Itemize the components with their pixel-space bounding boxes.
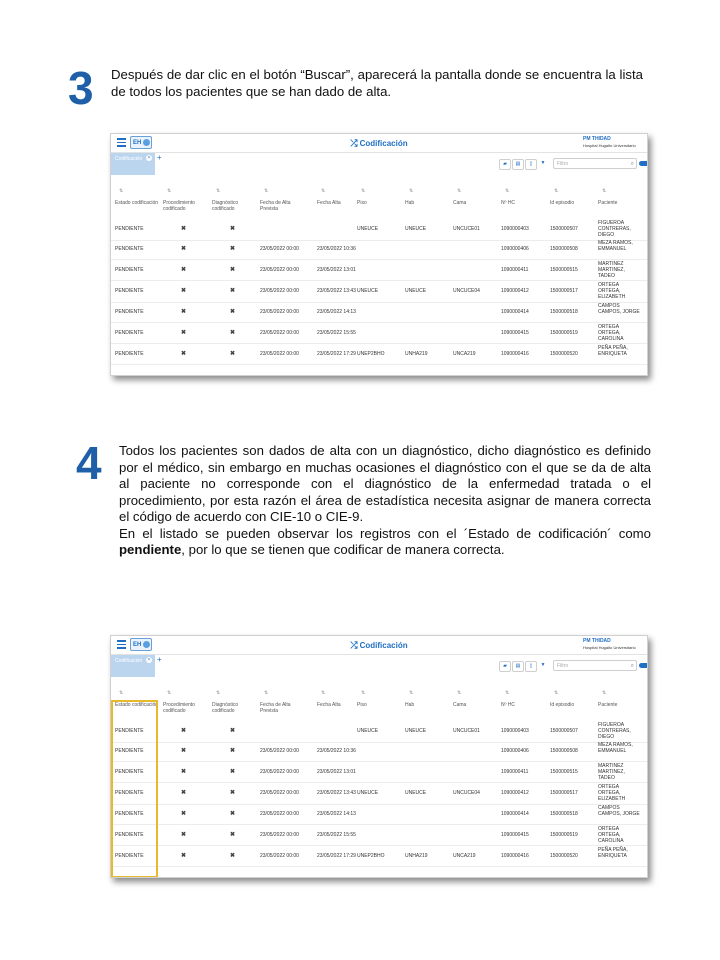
table-cell: 23/05/2022 00:00 (260, 811, 299, 817)
table-cell: UNEP2BHO (357, 853, 385, 859)
table-cell: PENDIENTE (115, 226, 144, 232)
table-row[interactable] (111, 302, 647, 323)
table-cell: UNEUCE (357, 288, 379, 294)
table-cell: 1090000415 (501, 330, 529, 336)
table-cell: PENDIENTE (115, 267, 144, 273)
table-cell: 1500000520 (550, 351, 578, 357)
table-cell: 23/05/2022 10:36 (317, 748, 356, 754)
not-coded-icon: ✖ (230, 832, 236, 838)
table-cell: 23/05/2022 00:00 (260, 288, 299, 294)
table-cell: 23/05/2022 13:43 (317, 288, 356, 294)
table-cell: PENDIENTE (115, 790, 144, 796)
table-cell: 23/05/2022 14:13 (317, 811, 356, 817)
print-icon[interactable]: ▤ (512, 661, 524, 672)
table-cell: 23/05/2022 00:00 (260, 330, 299, 336)
table-cell: 23/05/2022 17:29 (317, 351, 356, 357)
app-screenshot (110, 133, 648, 376)
column-header[interactable]: Fecha Alta (317, 200, 341, 206)
column-header[interactable]: Piso (357, 200, 367, 206)
sort-icon[interactable]: ⇅ (264, 188, 269, 194)
table-cell: UNCA219 (453, 351, 476, 357)
step-number: 3 (68, 62, 94, 114)
sort-icon[interactable]: ⇅ (457, 188, 462, 194)
filter-placeholder: Filtro (557, 663, 569, 669)
table-row[interactable] (111, 761, 647, 783)
hospital-name: Hospital Hugalto Universitario (583, 143, 636, 148)
user-info[interactable] (583, 136, 643, 148)
folder-icon[interactable]: ▰ (499, 661, 511, 672)
not-coded-icon: ✖ (181, 351, 187, 357)
sort-icon[interactable]: ⇅ (216, 690, 221, 696)
filter-icon[interactable]: ▼ (538, 159, 548, 168)
table-cell: 23/05/2022 00:00 (260, 832, 299, 838)
table-cell: 1090000415 (501, 832, 529, 838)
table-cell: UNEUCE (357, 226, 379, 232)
app-screenshot (110, 635, 648, 878)
close-icon[interactable]: ✕ (146, 657, 152, 663)
table-cell: UNEUCE (405, 288, 427, 294)
table-cell: UNHA219 (405, 853, 428, 859)
column-header[interactable]: Paciente (598, 702, 618, 708)
table-cell: 23/05/2022 00:00 (260, 748, 299, 754)
table-cell: PEÑA PEÑA, ENRIQUETA (598, 345, 628, 357)
table-cell: UNEUCE (405, 790, 427, 796)
table-cell: 1500000507 (550, 728, 578, 734)
table-cell: 23/05/2022 00:00 (260, 790, 299, 796)
table-cell: 1500000520 (550, 853, 578, 859)
table-cell: FIGUEROA CONTRERAS, DIEGO (598, 220, 631, 238)
table-cell: ORTEGA ORTEGA, CAROLINA (598, 324, 624, 342)
search-icon: ⌕ (630, 663, 634, 669)
table-cell: UNCUCE04 (453, 288, 480, 294)
not-coded-icon: ✖ (230, 267, 236, 273)
table-row[interactable] (111, 845, 647, 867)
table-row[interactable] (111, 782, 647, 805)
not-coded-icon: ✖ (181, 309, 187, 315)
not-coded-icon: ✖ (181, 811, 187, 817)
not-coded-icon: ✖ (230, 330, 236, 336)
table-cell: 1500000518 (550, 811, 578, 817)
table-cell: 23/05/2022 00:00 (260, 267, 299, 273)
sort-icon[interactable]: ⇅ (321, 690, 326, 696)
not-coded-icon: ✖ (230, 853, 236, 859)
table-cell: 1090000412 (501, 288, 529, 294)
not-coded-icon: ✖ (230, 226, 236, 232)
step-paragraph: Después de dar clic en el botón “Buscar”, aparecerá la pantalla donde se encuentra la lista de todos los pacientes que se han dado de alta. (111, 67, 643, 99)
column-header[interactable]: Cama (453, 200, 467, 206)
table-cell: PENDIENTE (115, 309, 144, 315)
search-icon: ⌕ (630, 161, 634, 167)
column-header[interactable]: Fecha de Alta Prevista (260, 702, 291, 714)
table-cell: 1500000515 (550, 769, 578, 775)
table-cell: PENDIENTE (115, 769, 144, 775)
not-coded-icon: ✖ (230, 790, 236, 796)
table-cell: 1090000403 (501, 728, 529, 734)
document-icon[interactable]: ▯ (525, 159, 537, 170)
table-cell: 1090000406 (501, 748, 529, 754)
step-number: 4 (76, 437, 102, 489)
not-coded-icon: ✖ (181, 246, 187, 252)
table-cell: PENDIENTE (115, 832, 144, 838)
table-row[interactable] (111, 259, 647, 281)
not-coded-icon: ✖ (181, 832, 187, 838)
table-cell: PENDIENTE (115, 246, 144, 252)
table-cell: 1500000517 (550, 790, 578, 796)
not-coded-icon: ✖ (230, 246, 236, 252)
app-title (111, 640, 647, 651)
sort-icon[interactable]: ⇅ (167, 188, 172, 194)
column-header[interactable]: Nº HC (501, 702, 516, 708)
filter-icon[interactable]: ▼ (538, 661, 548, 670)
table-cell: PENDIENTE (115, 748, 144, 754)
table-cell: MARTINEZ MARTINEZ, TADEO (598, 261, 625, 279)
sort-icon[interactable]: ⇅ (505, 690, 510, 696)
sort-icon[interactable]: ⇅ (554, 188, 559, 194)
table-cell: 1500000519 (550, 832, 578, 838)
not-coded-icon: ✖ (181, 769, 187, 775)
toggle-switch[interactable] (639, 663, 648, 668)
table-cell: UNCA219 (453, 853, 476, 859)
table-cell: 23/05/2022 00:00 (260, 853, 299, 859)
table-cell: PENDIENTE (115, 853, 144, 859)
column-header[interactable]: Id episodio (550, 702, 575, 708)
filter-input[interactable] (553, 158, 637, 169)
column-header[interactable]: Hab (405, 702, 415, 708)
table-row[interactable] (111, 239, 647, 260)
table-cell: 23/05/2022 00:00 (260, 769, 299, 775)
tab-label: Codificación (115, 156, 143, 162)
column-header[interactable]: Id episodio (550, 200, 575, 206)
filter-placeholder: Filtro (557, 161, 569, 167)
table-cell: 1500000518 (550, 309, 578, 315)
sort-icon[interactable]: ⇅ (505, 188, 510, 194)
sort-icon[interactable]: ⇅ (602, 188, 607, 194)
tab-codificacion[interactable] (111, 153, 155, 175)
table-cell: 1500000515 (550, 267, 578, 273)
sort-icon[interactable]: ⇅ (361, 690, 366, 696)
shuffle-icon: ⤮ (350, 640, 358, 650)
user-name: PM THIDAD (583, 638, 611, 644)
table-row[interactable] (111, 322, 647, 344)
tab-label: Codificación (115, 658, 143, 664)
table-cell: UNEUCE (405, 728, 427, 734)
sort-row (111, 690, 647, 698)
not-coded-icon: ✖ (230, 769, 236, 775)
step-description (119, 443, 651, 559)
print-icon[interactable]: ▤ (512, 159, 524, 170)
table-cell: UNCUCE01 (453, 226, 480, 232)
hospital-name: Hospital Hugalto Universitario (583, 645, 636, 650)
table-row[interactable] (111, 343, 647, 365)
table-cell: MEZA RAMOS, EMMANUEL (598, 742, 633, 754)
table-cell: 1090000414 (501, 309, 529, 315)
table-row[interactable] (111, 824, 647, 846)
column-header[interactable]: Paciente (598, 200, 618, 206)
not-coded-icon: ✖ (181, 853, 187, 859)
user-name: PM THIDAD (583, 136, 611, 142)
table-cell: 23/05/2022 00:00 (260, 309, 299, 315)
table-cell: 1090000411 (501, 267, 529, 273)
app-title (111, 138, 647, 149)
document-icon[interactable]: ▯ (525, 661, 537, 672)
toolbar (497, 660, 647, 672)
table-cell: UNEP2BHO (357, 351, 385, 357)
table-cell: 1500000517 (550, 288, 578, 294)
sort-icon[interactable]: ⇅ (457, 690, 462, 696)
not-coded-icon: ✖ (230, 309, 236, 315)
table-cell: UNHA219 (405, 351, 428, 357)
status-column-highlight (111, 700, 158, 878)
table-row[interactable] (111, 280, 647, 303)
filter-input[interactable] (553, 660, 637, 671)
table-cell: 1090000403 (501, 226, 529, 232)
column-header[interactable]: Cama (453, 702, 467, 708)
toggle-switch[interactable] (639, 161, 648, 166)
table-cell: UNEUCE (405, 226, 427, 232)
table-cell: PENDIENTE (115, 330, 144, 336)
toolbar (497, 158, 647, 170)
sort-icon[interactable]: ⇅ (264, 690, 269, 696)
app-top-bar (111, 134, 647, 153)
tab-codificacion[interactable] (111, 655, 155, 677)
sort-icon[interactable]: ⇅ (602, 690, 607, 696)
sort-icon[interactable]: ⇅ (361, 188, 366, 194)
column-header[interactable]: Diagnóstico codificado (212, 702, 239, 714)
table-row[interactable] (111, 804, 647, 825)
table-row[interactable] (111, 741, 647, 762)
sort-icon[interactable]: ⇅ (554, 690, 559, 696)
table-cell: 1090000412 (501, 790, 529, 796)
table-cell: 1500000508 (550, 748, 578, 754)
column-header[interactable]: Hab (405, 200, 415, 206)
table-cell: 23/05/2022 13:01 (317, 267, 356, 273)
paragraph-text: , por lo que se tienen que codificar de manera correcta. (181, 542, 505, 557)
paragraph-text: En el listado se pueden observar los registros con el ´Estado de codificación´ como (119, 525, 651, 541)
app-title-text: Codificación (359, 139, 408, 148)
sort-icon[interactable]: ⇅ (167, 690, 172, 696)
table-cell: FIGUEROA CONTRERAS, DIEGO (598, 722, 631, 740)
table-cell: 23/05/2022 13:43 (317, 790, 356, 796)
not-coded-icon: ✖ (181, 288, 187, 294)
column-header[interactable]: Piso (357, 702, 367, 708)
table-cell: PENDIENTE (115, 728, 144, 734)
table-cell: 23/05/2022 13:01 (317, 769, 356, 775)
table-cell: 1500000519 (550, 330, 578, 336)
not-coded-icon: ✖ (181, 267, 187, 273)
table-cell: UNCUCE01 (453, 728, 480, 734)
sort-icon[interactable]: ⇅ (321, 188, 326, 194)
table-row[interactable] (111, 720, 647, 743)
table-cell: PENDIENTE (115, 351, 144, 357)
table-cell: 1090000414 (501, 811, 529, 817)
table-cell: 23/05/2022 00:00 (260, 351, 299, 357)
emphasis-text: pendiente (119, 542, 182, 557)
column-header[interactable]: Fecha de Alta Prevista (260, 200, 291, 212)
table-cell: MEZA RAMOS, EMMANUEL (598, 240, 633, 252)
sort-icon[interactable]: ⇅ (119, 188, 124, 194)
table-cell: CAMPOS CAMPOS, JORGE (598, 303, 640, 315)
sort-icon[interactable]: ⇅ (216, 188, 221, 194)
table-cell: 23/05/2022 15:55 (317, 330, 356, 336)
column-header[interactable]: Nº HC (501, 200, 516, 206)
app-title-text: Codificación (359, 641, 408, 650)
sort-icon[interactable]: ⇅ (409, 188, 414, 194)
table-cell: 1500000507 (550, 226, 578, 232)
not-coded-icon: ✖ (181, 790, 187, 796)
column-header[interactable]: Fecha Alta (317, 702, 341, 708)
column-header[interactable]: Procedimiento codificado (163, 702, 195, 714)
sort-row (111, 188, 647, 196)
close-icon[interactable]: ✕ (146, 155, 152, 161)
not-coded-icon: ✖ (181, 728, 187, 734)
logo-text: EH (133, 642, 142, 648)
table-cell: 1090000416 (501, 853, 529, 859)
table-cell: UNEUCE (357, 790, 379, 796)
table-cell: PENDIENTE (115, 811, 144, 817)
table-cell: UNEUCE (357, 728, 379, 734)
table-cell: ORTEGA ORTEGA, CAROLINA (598, 826, 624, 844)
step-paragraph (119, 526, 651, 559)
table-cell: 1500000508 (550, 246, 578, 252)
step-paragraph: Todos los pacientes son dados de alta con un diagnóstico, dicho diagnóstico es definido por el médico, sin embargo en muchas ocasiones el diagnóstico con el que se da de alta al paciente no corresponde con el diagnóstico de la enfermedad tratada o el procedimiento, por esta razón el área de estadística necesita asignar de manera correcta el código de acuerdo con CIE-10 o CIE-9. (119, 443, 651, 524)
logo-text: EH (133, 140, 142, 146)
table-cell: ORTEGA ORTEGA, ELIZABETH (598, 784, 626, 802)
table-cell: 23/05/2022 17:29 (317, 853, 356, 859)
add-tab-button[interactable]: + (157, 153, 162, 162)
not-coded-icon: ✖ (181, 748, 187, 754)
sort-icon[interactable]: ⇅ (119, 690, 124, 696)
user-info[interactable] (583, 638, 643, 650)
table-cell: CAMPOS CAMPOS, JORGE (598, 805, 640, 817)
not-coded-icon: ✖ (230, 288, 236, 294)
table-cell: 23/05/2022 14:13 (317, 309, 356, 315)
table-cell: 1090000416 (501, 351, 529, 357)
table-cell: ORTEGA ORTEGA, ELIZABETH (598, 282, 626, 300)
app-top-bar (111, 636, 647, 655)
table-header-row (111, 200, 647, 216)
shuffle-icon: ⤮ (350, 138, 358, 148)
table-cell: PEÑA PEÑA, ENRIQUETA (598, 847, 628, 859)
column-header[interactable]: Diagnóstico codificado (212, 200, 239, 212)
table-row[interactable] (111, 218, 647, 241)
not-coded-icon: ✖ (181, 330, 187, 336)
step-description (111, 67, 643, 100)
not-coded-icon: ✖ (181, 226, 187, 232)
folder-icon[interactable]: ▰ (499, 159, 511, 170)
not-coded-icon: ✖ (230, 728, 236, 734)
sort-icon[interactable]: ⇅ (409, 690, 414, 696)
not-coded-icon: ✖ (230, 811, 236, 817)
table-cell: 1090000406 (501, 246, 529, 252)
table-cell: PENDIENTE (115, 288, 144, 294)
not-coded-icon: ✖ (230, 351, 236, 357)
table-cell: 23/05/2022 00:00 (260, 246, 299, 252)
table-cell: 1090000411 (501, 769, 529, 775)
not-coded-icon: ✖ (230, 748, 236, 754)
table-cell: UNCUCE04 (453, 790, 480, 796)
table-cell: MARTINEZ MARTINEZ, TADEO (598, 763, 625, 781)
table-cell: 23/05/2022 15:55 (317, 832, 356, 838)
column-header[interactable]: Estado codificación (115, 702, 159, 708)
column-header[interactable]: Procedimiento codificado (163, 200, 195, 212)
column-header[interactable]: Estado codificación (115, 200, 159, 206)
add-tab-button[interactable]: + (157, 655, 162, 664)
table-cell: 23/05/2022 10:36 (317, 246, 356, 252)
table-header-row (111, 702, 647, 718)
